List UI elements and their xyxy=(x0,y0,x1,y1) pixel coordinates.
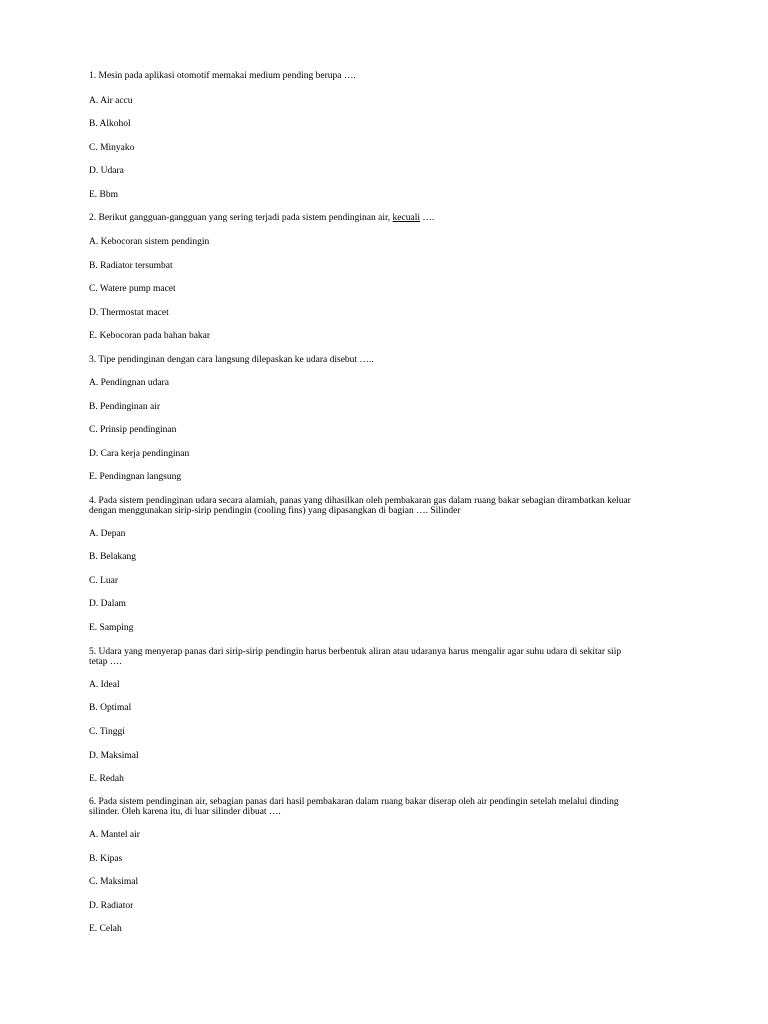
question-2-text-before: 2. Berikut gangguan-gangguan yang sering terjadi pada sistem pendinginan air, xyxy=(89,213,393,223)
question-2-option-e: E. Kebocoran pada bahan bakar xyxy=(89,331,211,341)
question-5-text-line-1: 5. Udara yang menyerap panas dari sirip-sirip pendingin harus berbentuk aliran atau udaranya harus mengalir agar suhu udara di sekitar siip xyxy=(89,647,622,657)
question-3-option-e: E. Pendingnan langsung xyxy=(89,472,182,482)
question-5-text-line-2: tetap …. xyxy=(89,657,122,667)
question-2-option-b: B. Radiator tersumbat xyxy=(89,261,173,271)
question-2-text xyxy=(89,213,679,224)
question-5-option-b: B. Optimal xyxy=(89,703,132,713)
question-2-text-after: …. xyxy=(419,213,435,223)
question-4-option-d: D. Dalam xyxy=(89,599,126,609)
question-6-option-e: E. Celah xyxy=(89,924,122,934)
question-3-option-b: B. Pendinginan air xyxy=(89,402,160,412)
question-3-option-c: C. Prinsip pendinginan xyxy=(89,425,177,435)
question-5-option-c: C. Tinggi xyxy=(89,727,125,737)
question-4-option-c: C. Luar xyxy=(89,576,119,586)
question-1-option-a: A. Air accu xyxy=(89,96,133,106)
question-6-option-b: B. Kipas xyxy=(89,854,123,864)
question-6-option-a: A. Mantel air xyxy=(89,830,140,840)
question-4-text-line-2: dengan menggunakan sirip-sirip pendingin (cooling fins) yang dipasangkan di bagian …. Silinder xyxy=(89,506,461,516)
question-5-option-d: D. Maksimal xyxy=(89,751,139,761)
question-4-option-a: A. Depan xyxy=(89,529,126,539)
question-1-option-e: E. Bbm xyxy=(89,190,119,200)
question-4-option-b: B. Belakang xyxy=(89,552,136,562)
question-2-emphasis: kecuali xyxy=(392,213,420,223)
question-1-option-c: C. Minyako xyxy=(89,143,135,153)
question-4-option-e: E. Samping xyxy=(89,623,134,633)
question-6-text-line-1: 6. Pada sistem pendinginan air, sebagian panas dari hasil pembakaran dalam ruang bakar diserap oleh air pendingin setelah melalui dinding xyxy=(89,797,619,807)
question-2-option-a: A. Kebocoran sistem pendingin xyxy=(89,237,210,247)
question-2-option-c: C. Watere pump macet xyxy=(89,284,176,294)
question-1-text: 1. Mesin pada aplikasi otomotif memakai medium pending berupa …. xyxy=(89,71,356,81)
question-2-option-d: D. Thermostat macet xyxy=(89,308,169,318)
question-5-option-a: A. Ideal xyxy=(89,680,120,690)
question-3-option-a: A. Pendingnan udara xyxy=(89,378,169,388)
question-5-option-e: E. Redah xyxy=(89,774,124,784)
question-1-option-d: D. Udara xyxy=(89,166,124,176)
question-6-text-line-2: silinder. Oleh karena itu, di luar silinder dibuat …. xyxy=(89,807,281,817)
question-6-option-c: C. Maksimal xyxy=(89,877,139,887)
question-3-text: 3. Tipe pendinginan dengan cara langsung dilepaskan ke udara disebut ….. xyxy=(89,355,374,365)
question-1-option-b: B. Alkohol xyxy=(89,119,131,129)
question-6-option-d: D. Radiator xyxy=(89,901,134,911)
question-4-text-line-1: 4. Pada sistem pendinginan udara secara alamiah, panas yang dihasilkan oleh pembakaran gas dalam ruang bakar sebagian dirambatkan keluar xyxy=(89,496,631,506)
question-3-option-d: D. Cara kerja pendinginan xyxy=(89,449,190,459)
